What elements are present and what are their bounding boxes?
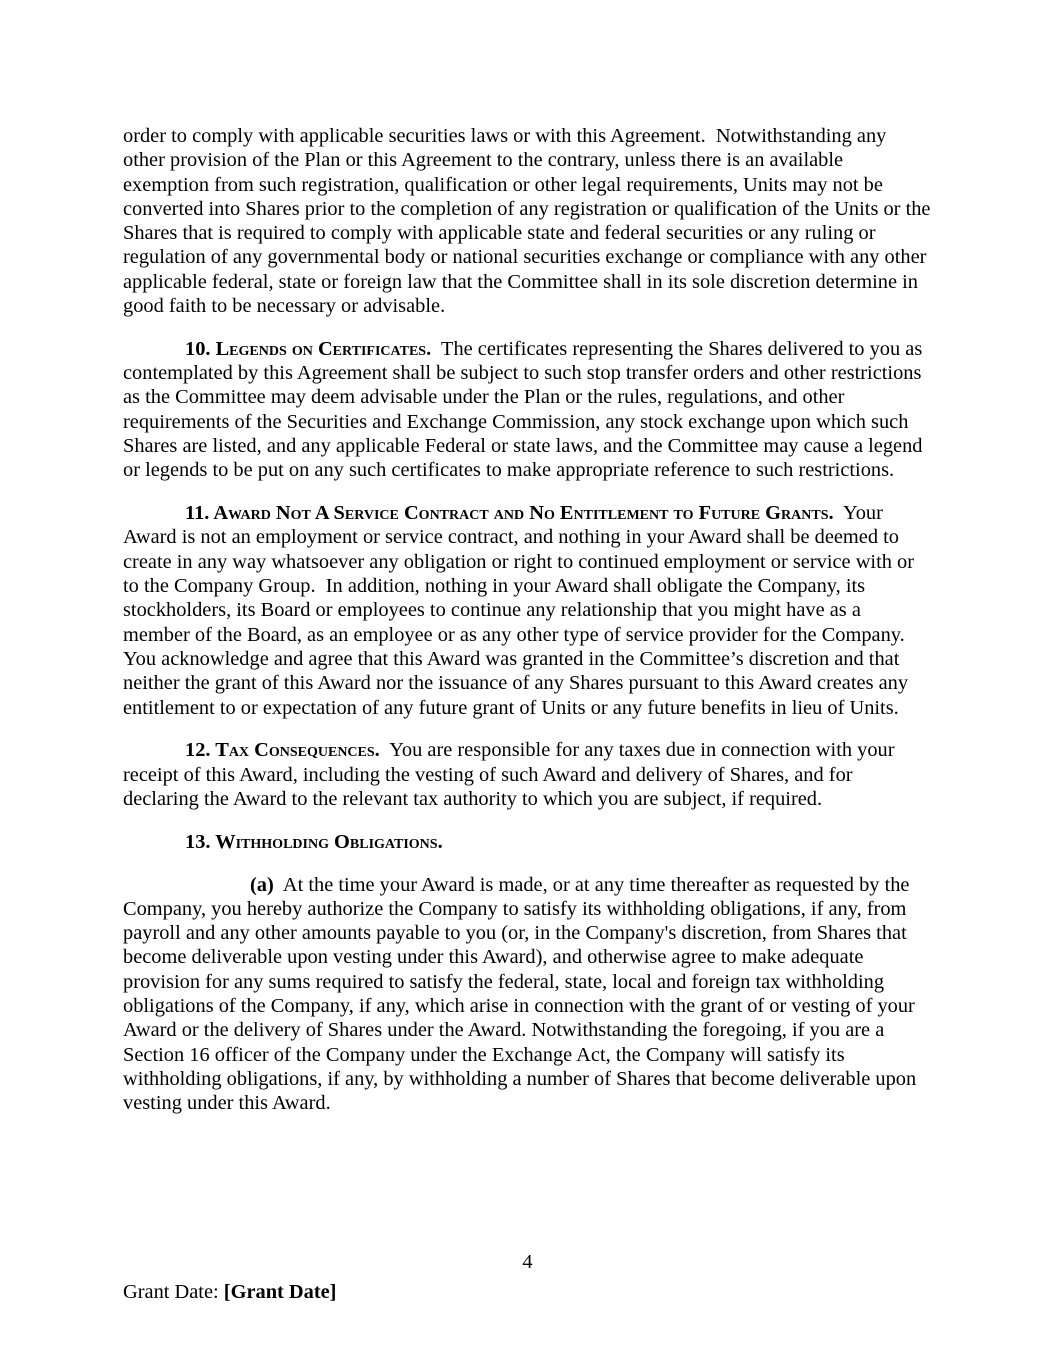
section-11-heading: 11. Award Not A Service Contract and No Entitlement to Future Grants. xyxy=(185,502,834,525)
paragraph-continuation: order to comply with applicable securities laws or with this Agreement. Notwithstanding any other provision of the Plan or this Agreement to the contrary, unless there is an available exemption from such registration, qualification or other legal requirements, Units may not be converted into Shares prior to the completion of any registration or qualification of the Units or the Shares that is required to comply with applicable state and federal securities or any ruling or regulation of any governmental body or national securities exchange or compliance with any other applicable federal, state or foreign law that the Committee shall in its sole discretion determine in good faith to be necessary or advisable. xyxy=(123,125,936,318)
section-11-paragraph xyxy=(123,501,932,720)
section-11-body: Your Award is not an employment or service contract, and nothing in your Award shall be deemed to create in any way whatsoever any obligation or right to continued employment or service with or to the Company Group. In addition, nothing in your Award shall obligate the Company, its stockholders, its Board or employees to continue any relationship that you might have as a member of the Board, as an employee or as any other type of service provider for the Company. You acknowledge and agree that this Award was granted in the Committee’s discretion and that neither the grant of this Award nor the issuance of any Shares pursuant to this Award creates any entitlement to or expectation of any future grant of Units or any future benefits in lieu of Units. xyxy=(123,502,920,719)
grant-date-line xyxy=(123,1280,336,1304)
grant-date-label: Grant Date: xyxy=(123,1281,219,1303)
subsection-a-body: At the time your Award is made, or at any time thereafter as requested by the Company, you hereby authorize the Company to satisfy its withholding obligations, if any, from payroll and any other amounts payable to you (or, in the Company's discretion, from Shares that become deliverable upon vesting under this Award), and otherwise agree to make adequate provision for any sums required to satisfy the federal, state, local and foreign tax withholding obligations of the Company, if any, which arise in connection with the grant of or vesting of your Award or the delivery of Shares under the Award. Notwithstanding the foregoing, if you are a Section 16 officer of the Company under the Exchange Act, the Company will satisfy its withholding obligations, if any, by withholding a number of Shares that become deliverable upon vesting under this Award. xyxy=(123,873,922,1115)
grant-date-value: [Grant Date] xyxy=(223,1281,337,1303)
section-12-body: You are responsible for any taxes due in connection with your receipt of this Award, including the vesting of such Award and delivery of Shares, and for declaring the Award to the relevant tax authority to which you are subject, if required. xyxy=(123,739,900,810)
subsection-a-paragraph xyxy=(123,873,932,1116)
section-10-heading: 10. Legends on Certificates. xyxy=(185,337,432,360)
section-13-paragraph xyxy=(123,830,932,854)
section-12-heading: 12. Tax Consequences. xyxy=(185,739,380,762)
section-12-paragraph xyxy=(123,738,932,811)
document-body xyxy=(123,124,936,1134)
section-13-heading: 13. Withholding Obligations. xyxy=(185,830,443,853)
section-10-body: The certificates representing the Shares delivered to you as contemplated by this Agreement shall be subject to such stop transfer orders and other restrictions as the Committee may deem advisable under the Plan or the rules, regulations, and other requirements of the Securities and Exchange Commission, any stock exchange upon which such Shares are listed, and any applicable Federal or state laws, and the Committee may cause a legend or legends to be put on any such certificates to make appropriate reference to such restrictions. xyxy=(123,337,928,482)
subsection-a-label: (a) xyxy=(250,873,274,896)
page-number: 4 xyxy=(522,1251,533,1273)
section-10-paragraph xyxy=(123,337,932,483)
